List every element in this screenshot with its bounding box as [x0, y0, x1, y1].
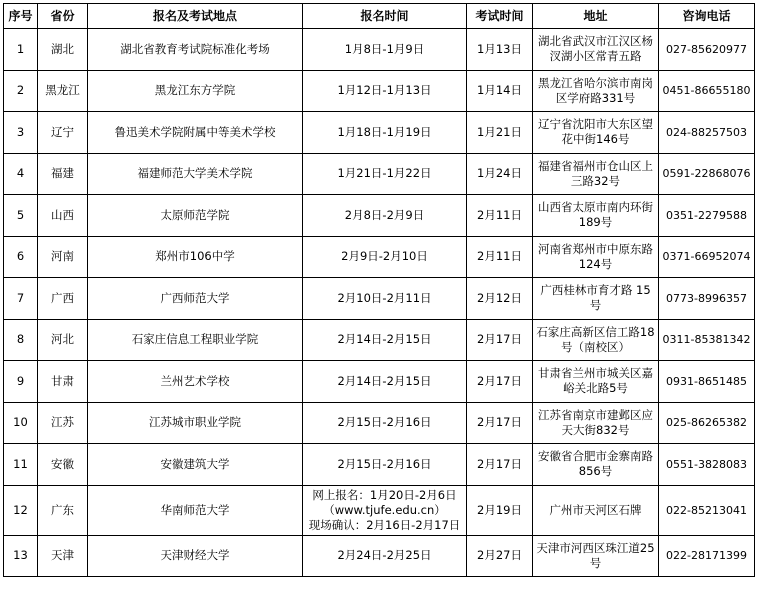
cell-site: 江苏城市职业学院 — [88, 402, 303, 444]
table-header — [4, 4, 755, 29]
cell-phone: 0451-86655180 — [659, 70, 755, 112]
cell-reg-time: 网上报名：1月20日-2月6日 （www.tjufe.edu.cn） 现场确认：2月16日-2月17日 — [303, 485, 467, 535]
cell-province: 河南 — [38, 236, 88, 278]
table-row — [4, 236, 755, 278]
cell-address: 山西省太原市南内环街189号 — [533, 195, 659, 237]
cell-province: 湖北 — [38, 29, 88, 71]
cell-reg-time: 2月9日-2月10日 — [303, 236, 467, 278]
table-row — [4, 361, 755, 403]
cell-address: 福建省福州市仓山区上三路32号 — [533, 153, 659, 195]
cell-address: 黑龙江省哈尔滨市南岗区学府路331号 — [533, 70, 659, 112]
table-row — [4, 195, 755, 237]
table-row — [4, 112, 755, 154]
header-no: 序号 — [4, 4, 38, 29]
table-row — [4, 278, 755, 320]
cell-no: 13 — [4, 535, 38, 577]
table-row — [4, 153, 755, 195]
cell-no: 4 — [4, 153, 38, 195]
cell-reg-time: 2月15日-2月16日 — [303, 402, 467, 444]
table-row — [4, 485, 755, 535]
cell-address: 广州市天河区石牌 — [533, 485, 659, 535]
cell-phone: 027-85620977 — [659, 29, 755, 71]
cell-reg-time: 1月8日-1月9日 — [303, 29, 467, 71]
cell-province: 江苏 — [38, 402, 88, 444]
cell-province: 山西 — [38, 195, 88, 237]
cell-province: 甘肃 — [38, 361, 88, 403]
cell-phone: 0773-8996357 — [659, 278, 755, 320]
cell-reg-time: 2月24日-2月25日 — [303, 535, 467, 577]
cell-reg-time: 1月21日-1月22日 — [303, 153, 467, 195]
cell-province: 广东 — [38, 485, 88, 535]
cell-reg-time: 2月8日-2月9日 — [303, 195, 467, 237]
cell-no: 10 — [4, 402, 38, 444]
header-address: 地址 — [533, 4, 659, 29]
cell-address: 安徽省合肥市金寨南路856号 — [533, 444, 659, 486]
cell-phone: 0351-2279588 — [659, 195, 755, 237]
header-province: 省份 — [38, 4, 88, 29]
cell-phone: 0311-85381342 — [659, 319, 755, 361]
cell-exam-time: 1月21日 — [467, 112, 533, 154]
cell-reg-time: 2月14日-2月15日 — [303, 319, 467, 361]
cell-site: 湖北省教育考试院标准化考场 — [88, 29, 303, 71]
cell-address: 河南省郑州市中原东路124号 — [533, 236, 659, 278]
cell-phone: 0591-22868076 — [659, 153, 755, 195]
cell-province: 辽宁 — [38, 112, 88, 154]
cell-exam-time: 2月19日 — [467, 485, 533, 535]
cell-phone: 022-28171399 — [659, 535, 755, 577]
cell-phone: 022-85213041 — [659, 485, 755, 535]
table-row — [4, 535, 755, 577]
cell-exam-time: 2月11日 — [467, 195, 533, 237]
table-row — [4, 444, 755, 486]
cell-site: 华南师范大学 — [88, 485, 303, 535]
cell-site: 天津财经大学 — [88, 535, 303, 577]
cell-no: 6 — [4, 236, 38, 278]
cell-no: 2 — [4, 70, 38, 112]
cell-no: 7 — [4, 278, 38, 320]
cell-site: 郑州市106中学 — [88, 236, 303, 278]
cell-exam-time: 2月17日 — [467, 444, 533, 486]
cell-no: 8 — [4, 319, 38, 361]
cell-site: 黑龙江东方学院 — [88, 70, 303, 112]
cell-province: 广西 — [38, 278, 88, 320]
cell-province: 福建 — [38, 153, 88, 195]
cell-reg-time: 2月15日-2月16日 — [303, 444, 467, 486]
cell-province: 河北 — [38, 319, 88, 361]
cell-exam-time: 2月17日 — [467, 319, 533, 361]
cell-address: 辽宁省沈阳市大东区望花中街146号 — [533, 112, 659, 154]
header-reg-time: 报名时间 — [303, 4, 467, 29]
cell-exam-time: 2月12日 — [467, 278, 533, 320]
cell-no: 1 — [4, 29, 38, 71]
cell-exam-time: 2月17日 — [467, 361, 533, 403]
cell-address: 天津市河西区珠江道25号 — [533, 535, 659, 577]
cell-site: 太原师范学院 — [88, 195, 303, 237]
header-site: 报名及考试地点 — [88, 4, 303, 29]
cell-reg-time: 1月18日-1月19日 — [303, 112, 467, 154]
cell-province: 黑龙江 — [38, 70, 88, 112]
cell-no: 11 — [4, 444, 38, 486]
cell-exam-time: 2月11日 — [467, 236, 533, 278]
cell-site: 石家庄信息工程职业学院 — [88, 319, 303, 361]
cell-reg-time: 1月12日-1月13日 — [303, 70, 467, 112]
cell-phone: 025-86265382 — [659, 402, 755, 444]
header-exam-time: 考试时间 — [467, 4, 533, 29]
cell-site: 兰州艺术学校 — [88, 361, 303, 403]
cell-no: 12 — [4, 485, 38, 535]
table-row — [4, 70, 755, 112]
header-phone: 咨询电话 — [659, 4, 755, 29]
table-row — [4, 402, 755, 444]
table-row — [4, 319, 755, 361]
cell-no: 9 — [4, 361, 38, 403]
cell-exam-time: 1月13日 — [467, 29, 533, 71]
cell-site: 福建师范大学美术学院 — [88, 153, 303, 195]
cell-site: 鲁迅美术学院附属中等美术学校 — [88, 112, 303, 154]
cell-address: 江苏省南京市建邺区应天大街832号 — [533, 402, 659, 444]
cell-no: 3 — [4, 112, 38, 154]
cell-address: 甘肃省兰州市城关区嘉峪关北路5号 — [533, 361, 659, 403]
cell-exam-time: 2月27日 — [467, 535, 533, 577]
cell-phone: 024-88257503 — [659, 112, 755, 154]
cell-province: 安徽 — [38, 444, 88, 486]
cell-no: 5 — [4, 195, 38, 237]
cell-reg-time: 2月10日-2月11日 — [303, 278, 467, 320]
cell-exam-time: 2月17日 — [467, 402, 533, 444]
cell-site: 安徽建筑大学 — [88, 444, 303, 486]
cell-province: 天津 — [38, 535, 88, 577]
cell-exam-time: 1月14日 — [467, 70, 533, 112]
cell-reg-time: 2月14日-2月15日 — [303, 361, 467, 403]
cell-address: 广西桂林市育才路 15号 — [533, 278, 659, 320]
table-body — [4, 29, 755, 577]
exam-schedule-table — [3, 3, 755, 577]
cell-address: 湖北省武汉市江汉区杨汊湖小区常青五路 — [533, 29, 659, 71]
cell-address: 石家庄高新区信工路18号（南校区） — [533, 319, 659, 361]
table-row — [4, 29, 755, 71]
cell-exam-time: 1月24日 — [467, 153, 533, 195]
cell-phone: 0931-8651485 — [659, 361, 755, 403]
cell-phone: 0551-3828083 — [659, 444, 755, 486]
cell-site: 广西师范大学 — [88, 278, 303, 320]
cell-phone: 0371-66952074 — [659, 236, 755, 278]
